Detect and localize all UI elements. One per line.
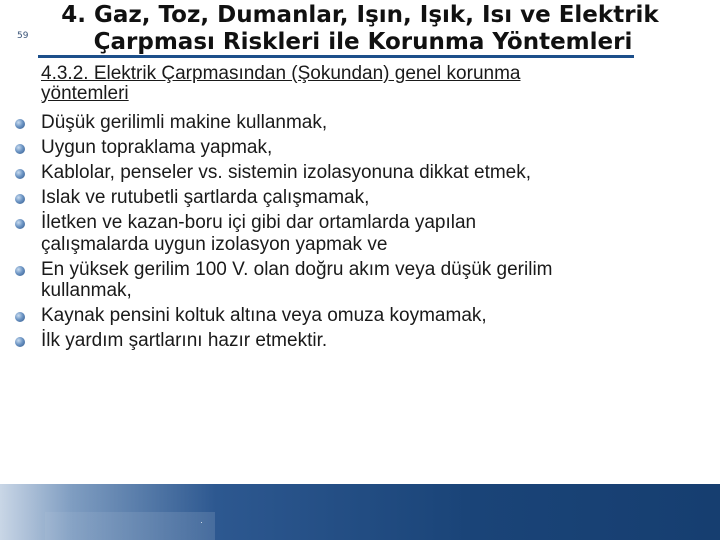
- slide-title-line-1: 4. Gaz, Toz, Dumanlar, Işın, Işık, Isı ve Elektrik: [61, 2, 659, 28]
- bullet-text: Uygun topraklama yapmak,: [41, 137, 273, 158]
- bullet-item: [0, 187, 561, 209]
- bullet-text: Kablolar, penseler vs. sistemin izolasyonuna dikkat etmek,: [41, 162, 532, 183]
- bullet-list: [0, 112, 720, 355]
- bullet-item: [0, 162, 561, 184]
- bullet-text: Kaynak pensini koltuk altına veya omuza koymamak,: [41, 305, 487, 326]
- sphere-bullet-icon: [15, 119, 25, 129]
- bullet-text: Islak ve rutubetli şartlarda çalışmamak,: [41, 187, 370, 208]
- title-divider: [38, 55, 634, 58]
- bullet-item: [0, 137, 561, 159]
- section-subtitle: 4.3.2. Elektrik Çarpmasından (Şokundan) genel korunma yöntemleri: [41, 63, 521, 104]
- bullet-text: İlk yardım şartlarını hazır etmektir.: [41, 330, 328, 351]
- bullet-item: [0, 112, 561, 134]
- bullet-text: İletken ve kazan-boru içi gibi dar ortamlarda yapılan çalışmalarda uygun izolasyon yapmak ve: [41, 212, 477, 255]
- sphere-bullet-icon: [15, 194, 25, 204]
- bullet-text: Düşük gerilimli makine kullanmak,: [41, 112, 328, 133]
- sphere-bullet-icon: [15, 144, 25, 154]
- bullet-item: [0, 212, 561, 255]
- sphere-bullet-icon: [15, 219, 25, 229]
- sphere-bullet-icon: [15, 312, 25, 322]
- sphere-bullet-icon: [15, 169, 25, 179]
- footer-dot: [201, 522, 202, 523]
- bullet-item: [0, 330, 561, 352]
- sphere-bullet-icon: [15, 266, 25, 276]
- footer-bar: [0, 484, 720, 540]
- page-number: 59: [17, 31, 29, 41]
- footer-strip: [45, 512, 215, 540]
- slide-title: [0, 2, 720, 56]
- sphere-bullet-icon: [15, 337, 25, 347]
- slide-title-line-2: Çarpması Riskleri ile Korunma Yöntemleri: [93, 29, 633, 55]
- bullet-item: [0, 259, 561, 302]
- bullet-item: [0, 305, 561, 327]
- bullet-text: En yüksek gerilim 100 V. olan doğru akım veya düşük gerilim kullanmak,: [41, 258, 553, 301]
